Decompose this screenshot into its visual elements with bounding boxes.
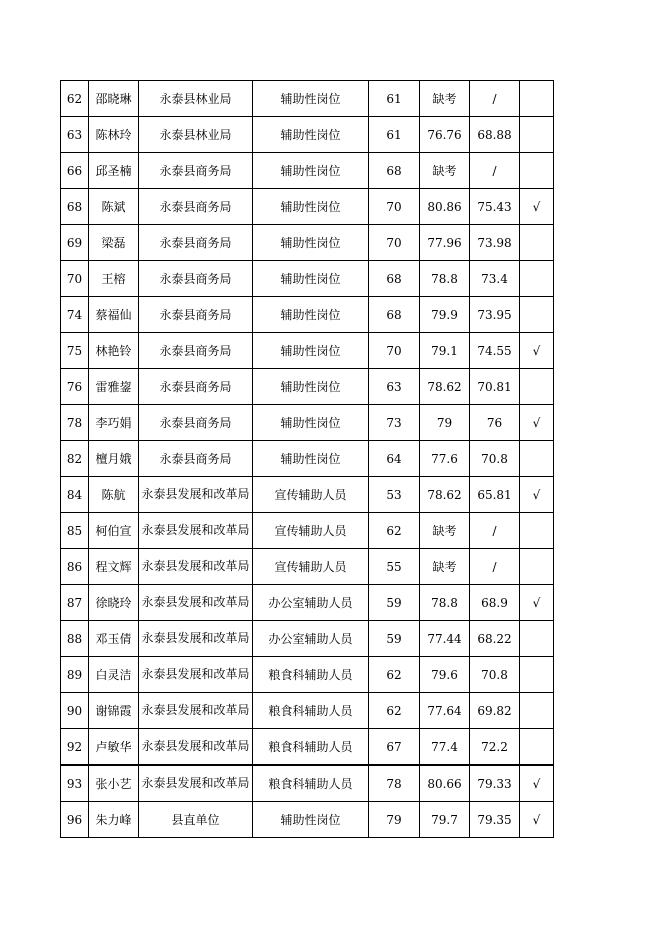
cell-number: 85 — [61, 513, 89, 549]
cell-unit: 永泰县商务局 — [139, 441, 253, 477]
cell-unit: 永泰县发展和改革局 — [139, 657, 253, 693]
cell-written-score: 68 — [369, 261, 420, 297]
cell-total-score: 79.33 — [470, 765, 520, 802]
table-row — [61, 802, 554, 838]
cell-name: 朱力峰 — [89, 802, 139, 838]
cell-selected-mark: √ — [520, 333, 554, 369]
cell-unit: 永泰县商务局 — [139, 405, 253, 441]
cell-name: 邓玉倩 — [89, 621, 139, 657]
cell-written-score: 70 — [369, 189, 420, 225]
table-row — [61, 117, 554, 153]
cell-name: 雷雅鋆 — [89, 369, 139, 405]
cell-selected-mark — [520, 261, 554, 297]
cell-selected-mark — [520, 549, 554, 585]
cell-written-score: 73 — [369, 405, 420, 441]
cell-selected-mark — [520, 657, 554, 693]
table-row — [61, 693, 554, 729]
cell-interview-score: 77.4 — [420, 729, 470, 766]
cell-selected-mark — [520, 297, 554, 333]
cell-written-score: 61 — [369, 81, 420, 117]
cell-post: 辅助性岗位 — [253, 261, 369, 297]
table-row — [61, 405, 554, 441]
cell-total-score: 68.88 — [470, 117, 520, 153]
cell-written-score: 70 — [369, 225, 420, 261]
cell-interview-score: 79.6 — [420, 657, 470, 693]
cell-total-score: / — [470, 153, 520, 189]
cell-written-score: 59 — [369, 621, 420, 657]
cell-written-score: 78 — [369, 765, 420, 802]
cell-name: 王榕 — [89, 261, 139, 297]
cell-unit: 永泰县商务局 — [139, 297, 253, 333]
cell-name: 邱圣楠 — [89, 153, 139, 189]
cell-number: 63 — [61, 117, 89, 153]
cell-written-score: 63 — [369, 369, 420, 405]
cell-post: 粮食科辅助人员 — [253, 693, 369, 729]
cell-selected-mark — [520, 81, 554, 117]
cell-number: 89 — [61, 657, 89, 693]
cell-name: 陈航 — [89, 477, 139, 513]
cell-unit: 永泰县发展和改革局 — [139, 621, 253, 657]
cell-selected-mark: √ — [520, 189, 554, 225]
table-row — [61, 189, 554, 225]
table-row — [61, 225, 554, 261]
cell-unit: 县直单位 — [139, 802, 253, 838]
cell-post: 辅助性岗位 — [253, 117, 369, 153]
table-row — [61, 765, 554, 802]
cell-post: 宣传辅助人员 — [253, 477, 369, 513]
cell-post: 办公室辅助人员 — [253, 621, 369, 657]
cell-name: 张小艺 — [89, 765, 139, 802]
cell-post: 粮食科辅助人员 — [253, 729, 369, 766]
cell-name: 陈斌 — [89, 189, 139, 225]
cell-number: 87 — [61, 585, 89, 621]
cell-number: 76 — [61, 369, 89, 405]
cell-total-score: 75.43 — [470, 189, 520, 225]
cell-name: 梁磊 — [89, 225, 139, 261]
cell-total-score: 73.98 — [470, 225, 520, 261]
table-row — [61, 261, 554, 297]
cell-post: 辅助性岗位 — [253, 297, 369, 333]
cell-number: 88 — [61, 621, 89, 657]
cell-total-score: 69.82 — [470, 693, 520, 729]
cell-number: 78 — [61, 405, 89, 441]
cell-total-score: 76 — [470, 405, 520, 441]
cell-number: 84 — [61, 477, 89, 513]
cell-unit: 永泰县发展和改革局 — [139, 513, 253, 549]
cell-post: 粮食科辅助人员 — [253, 657, 369, 693]
cell-selected-mark — [520, 369, 554, 405]
cell-unit: 永泰县商务局 — [139, 369, 253, 405]
cell-unit: 永泰县发展和改革局 — [139, 729, 253, 766]
cell-written-score: 79 — [369, 802, 420, 838]
cell-post: 辅助性岗位 — [253, 153, 369, 189]
cell-selected-mark: √ — [520, 765, 554, 802]
cell-name: 李巧娟 — [89, 405, 139, 441]
cell-interview-score: 77.96 — [420, 225, 470, 261]
cell-written-score: 68 — [369, 297, 420, 333]
cell-interview-score: 缺考 — [420, 549, 470, 585]
cell-post: 办公室辅助人员 — [253, 585, 369, 621]
cell-unit: 永泰县发展和改革局 — [139, 549, 253, 585]
cell-name: 卢敏华 — [89, 729, 139, 766]
cell-selected-mark — [520, 729, 554, 766]
cell-unit: 永泰县商务局 — [139, 261, 253, 297]
cell-selected-mark — [520, 693, 554, 729]
cell-number: 92 — [61, 729, 89, 766]
cell-written-score: 62 — [369, 693, 420, 729]
cell-written-score: 68 — [369, 153, 420, 189]
cell-total-score: 70.8 — [470, 441, 520, 477]
cell-interview-score: 76.76 — [420, 117, 470, 153]
cell-interview-score: 77.64 — [420, 693, 470, 729]
cell-number: 69 — [61, 225, 89, 261]
cell-interview-score: 缺考 — [420, 153, 470, 189]
cell-number: 68 — [61, 189, 89, 225]
cell-interview-score: 79 — [420, 405, 470, 441]
cell-total-score: 73.4 — [470, 261, 520, 297]
cell-total-score: / — [470, 549, 520, 585]
cell-interview-score: 缺考 — [420, 513, 470, 549]
results-table — [60, 80, 554, 838]
table-row — [61, 81, 554, 117]
cell-written-score: 61 — [369, 117, 420, 153]
cell-unit: 永泰县商务局 — [139, 225, 253, 261]
table-row — [61, 621, 554, 657]
cell-written-score: 59 — [369, 585, 420, 621]
cell-total-score: 65.81 — [470, 477, 520, 513]
cell-name: 白灵洁 — [89, 657, 139, 693]
cell-name: 檀月娥 — [89, 441, 139, 477]
cell-total-score: / — [470, 81, 520, 117]
cell-name: 邵晓琳 — [89, 81, 139, 117]
cell-written-score: 53 — [369, 477, 420, 513]
table-row — [61, 297, 554, 333]
cell-interview-score: 77.44 — [420, 621, 470, 657]
table-row — [61, 153, 554, 189]
cell-unit: 永泰县发展和改革局 — [139, 477, 253, 513]
cell-number: 70 — [61, 261, 89, 297]
cell-name: 林艳铃 — [89, 333, 139, 369]
cell-selected-mark — [520, 117, 554, 153]
cell-selected-mark: √ — [520, 802, 554, 838]
cell-selected-mark: √ — [520, 405, 554, 441]
cell-name: 蔡福仙 — [89, 297, 139, 333]
cell-total-score: 79.35 — [470, 802, 520, 838]
table-row — [61, 585, 554, 621]
cell-post: 宣传辅助人员 — [253, 549, 369, 585]
cell-post: 粮食科辅助人员 — [253, 765, 369, 802]
cell-unit: 永泰县发展和改革局 — [139, 693, 253, 729]
cell-interview-score: 79.9 — [420, 297, 470, 333]
cell-name: 柯伯宣 — [89, 513, 139, 549]
cell-interview-score: 78.62 — [420, 369, 470, 405]
cell-post: 辅助性岗位 — [253, 333, 369, 369]
cell-selected-mark — [520, 441, 554, 477]
cell-total-score: 68.22 — [470, 621, 520, 657]
cell-unit: 永泰县林业局 — [139, 117, 253, 153]
cell-written-score: 70 — [369, 333, 420, 369]
table-row — [61, 333, 554, 369]
cell-number: 93 — [61, 765, 89, 802]
table-row — [61, 729, 554, 766]
cell-selected-mark — [520, 621, 554, 657]
cell-interview-score: 78.8 — [420, 585, 470, 621]
cell-post: 辅助性岗位 — [253, 189, 369, 225]
cell-selected-mark — [520, 225, 554, 261]
cell-total-score: 72.2 — [470, 729, 520, 766]
cell-total-score: 68.9 — [470, 585, 520, 621]
cell-unit: 永泰县发展和改革局 — [139, 585, 253, 621]
cell-name: 徐晓玲 — [89, 585, 139, 621]
cell-post: 辅助性岗位 — [253, 81, 369, 117]
cell-written-score: 62 — [369, 513, 420, 549]
cell-interview-score: 79.7 — [420, 802, 470, 838]
cell-number: 75 — [61, 333, 89, 369]
table-row — [61, 657, 554, 693]
cell-number: 66 — [61, 153, 89, 189]
table-row — [61, 549, 554, 585]
cell-number: 86 — [61, 549, 89, 585]
table-row — [61, 477, 554, 513]
cell-number: 96 — [61, 802, 89, 838]
cell-total-score: 73.95 — [470, 297, 520, 333]
cell-total-score: 74.55 — [470, 333, 520, 369]
cell-post: 宣传辅助人员 — [253, 513, 369, 549]
cell-interview-score: 缺考 — [420, 81, 470, 117]
cell-name: 陈林玲 — [89, 117, 139, 153]
cell-post: 辅助性岗位 — [253, 405, 369, 441]
cell-post: 辅助性岗位 — [253, 369, 369, 405]
cell-interview-score: 78.8 — [420, 261, 470, 297]
cell-number: 74 — [61, 297, 89, 333]
cell-selected-mark — [520, 153, 554, 189]
cell-selected-mark — [520, 513, 554, 549]
cell-written-score: 64 — [369, 441, 420, 477]
cell-post: 辅助性岗位 — [253, 225, 369, 261]
cell-name: 程文辉 — [89, 549, 139, 585]
cell-unit: 永泰县商务局 — [139, 189, 253, 225]
cell-written-score: 67 — [369, 729, 420, 766]
cell-selected-mark: √ — [520, 477, 554, 513]
cell-number: 90 — [61, 693, 89, 729]
cell-number: 82 — [61, 441, 89, 477]
cell-unit: 永泰县林业局 — [139, 81, 253, 117]
table-row — [61, 369, 554, 405]
cell-post: 辅助性岗位 — [253, 441, 369, 477]
cell-interview-score: 80.66 — [420, 765, 470, 802]
cell-post: 辅助性岗位 — [253, 802, 369, 838]
cell-name: 谢锦霞 — [89, 693, 139, 729]
cell-unit: 永泰县发展和改革局 — [139, 765, 253, 802]
table-row — [61, 441, 554, 477]
cell-interview-score: 78.62 — [420, 477, 470, 513]
cell-total-score: 70.81 — [470, 369, 520, 405]
cell-unit: 永泰县商务局 — [139, 333, 253, 369]
cell-interview-score: 77.6 — [420, 441, 470, 477]
cell-written-score: 62 — [369, 657, 420, 693]
cell-unit: 永泰县商务局 — [139, 153, 253, 189]
cell-interview-score: 80.86 — [420, 189, 470, 225]
cell-total-score: / — [470, 513, 520, 549]
cell-interview-score: 79.1 — [420, 333, 470, 369]
cell-number: 62 — [61, 81, 89, 117]
table-row — [61, 513, 554, 549]
cell-written-score: 55 — [369, 549, 420, 585]
cell-total-score: 70.8 — [470, 657, 520, 693]
cell-selected-mark: √ — [520, 585, 554, 621]
